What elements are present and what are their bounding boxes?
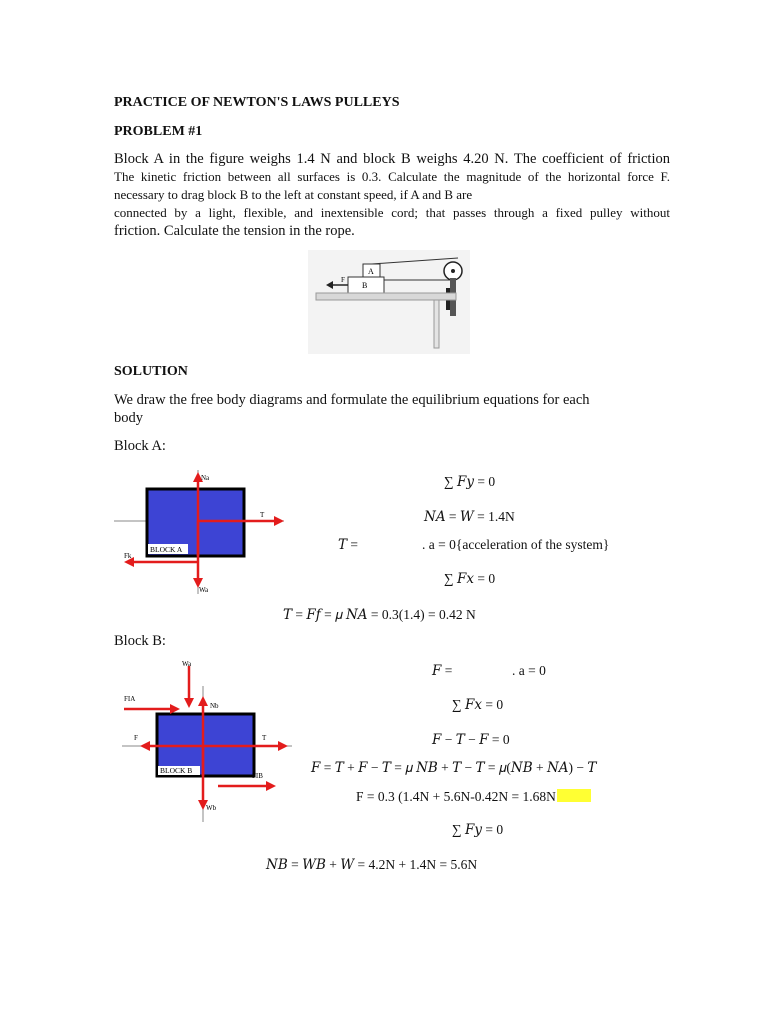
fbd-a-normal-label: Na: [201, 474, 210, 482]
document-title: PRACTICE OF NEWTON'S LAWS PULLEYS: [114, 95, 400, 110]
block-a-heading: Block A:: [114, 438, 166, 454]
fbd-a-tension-arrowhead: [274, 516, 284, 526]
eq-a-sum-fx: ∑ 𝐹𝑥 = 0: [444, 571, 496, 586]
fbd-b-fib-label: FIB: [252, 772, 263, 780]
figure-label-f: F: [341, 276, 345, 284]
problem-line-2: The kinetic friction between all surfaces is 0.3. Calculate the magnitude of the horizontal force F.: [114, 169, 670, 184]
eq-b-normal-result: 𝑁𝐵 = 𝑊𝐵 + 𝑊 = 4.2N + 1.4N = 5.6N: [266, 857, 478, 872]
eq-a-tension-result: 𝑇 = 𝐹𝑓 = 𝜇 𝑁𝐴 = 0.3(1.4) = 0.42 N: [283, 607, 476, 622]
pulley-axle: [451, 269, 455, 273]
pulley-figure: [308, 250, 470, 354]
fbd-a-tension-label: T: [260, 511, 265, 519]
fbd-block-a: [112, 468, 292, 598]
table-top: [316, 293, 456, 300]
figure-label-b: B: [362, 281, 368, 290]
problem-line-3: necessary to drag block B to the left at constant speed, if A and B are: [114, 187, 473, 202]
problem-line-4: connected by a light, flexible, and inextensible cord; that passes through a fixed pulley without: [114, 205, 670, 220]
eq-b-expansion: 𝐹 = 𝑇 + 𝐹 − 𝑇 = 𝜇 𝑁𝐵 + 𝑇 − 𝑇 = 𝜇(𝑁𝐵 + 𝑁𝐴) − 𝑇: [311, 760, 597, 775]
eq-b-sum-fx: ∑ 𝐹𝑥 = 0: [452, 697, 504, 712]
fbd-b-f-label: F: [134, 734, 138, 742]
problem-heading: PROBLEM #1: [114, 124, 203, 139]
block-b-heading: Block B:: [114, 633, 166, 649]
fbd-b-fib-arrowhead: [266, 781, 276, 791]
fbd-block-b: [112, 656, 302, 826]
table-leg: [434, 300, 439, 348]
solution-heading: SOLUTION: [114, 364, 188, 379]
fbd-b-t-label: T: [262, 734, 267, 742]
eq-b-force-result-text: F = 0.3 (1.4N + 5.6N-0.42N = 1.68N: [356, 789, 556, 804]
eq-b-sum-fy: ∑ 𝐹𝑦 = 0: [452, 822, 504, 837]
eq-b-force-result: [356, 789, 591, 805]
fbd-b-f-arrowhead: [140, 741, 150, 751]
figure-label-a: A: [368, 267, 374, 276]
solution-line-1: We draw the free body diagrams and formulate the equilibrium equations for each: [114, 392, 590, 408]
fbd-b-fia-label: FIA: [124, 695, 136, 703]
fbd-a-block-label: BLOCK A: [150, 545, 183, 554]
fbd-b-wa-arrowhead: [184, 698, 194, 708]
problem-line-1: Block A in the figure weighs 1.4 N and block B weighs 4.20 N. The coefficient of friction: [114, 151, 670, 167]
eq-a-tension-left: 𝑇 =: [338, 537, 358, 552]
eq-b-balance: 𝐹 − 𝑇 − 𝐹 = 0: [432, 732, 510, 747]
eq-a-sum-fy: ∑ 𝐹𝑦 = 0: [444, 474, 496, 489]
fbd-a-weight-label: Wa: [199, 586, 209, 594]
eq-b-force-left: 𝐹 =: [432, 663, 453, 678]
fbd-a-friction-label: Fk: [124, 552, 132, 560]
solution-line-2: body: [114, 410, 143, 426]
eq-a-tension-right: . a = 0{acceleration of the system}: [422, 537, 610, 552]
answer-highlight: [557, 789, 591, 802]
fbd-b-nb-arrowhead: [198, 696, 208, 706]
problem-line-5: friction. Calculate the tension in the rope.: [114, 223, 355, 239]
fbd-b-block-label: BLOCK B: [160, 766, 193, 775]
fbd-b-t-arrowhead: [278, 741, 288, 751]
eq-b-force-right: . a = 0: [512, 663, 546, 678]
eq-a-normal: 𝑁𝐴 = 𝑊 = 1.4N: [424, 509, 515, 524]
fbd-b-nb-label: Nb: [210, 702, 219, 710]
fbd-b-wa-label: Wa: [182, 660, 192, 668]
fbd-b-wb-label: Wb: [206, 804, 217, 812]
